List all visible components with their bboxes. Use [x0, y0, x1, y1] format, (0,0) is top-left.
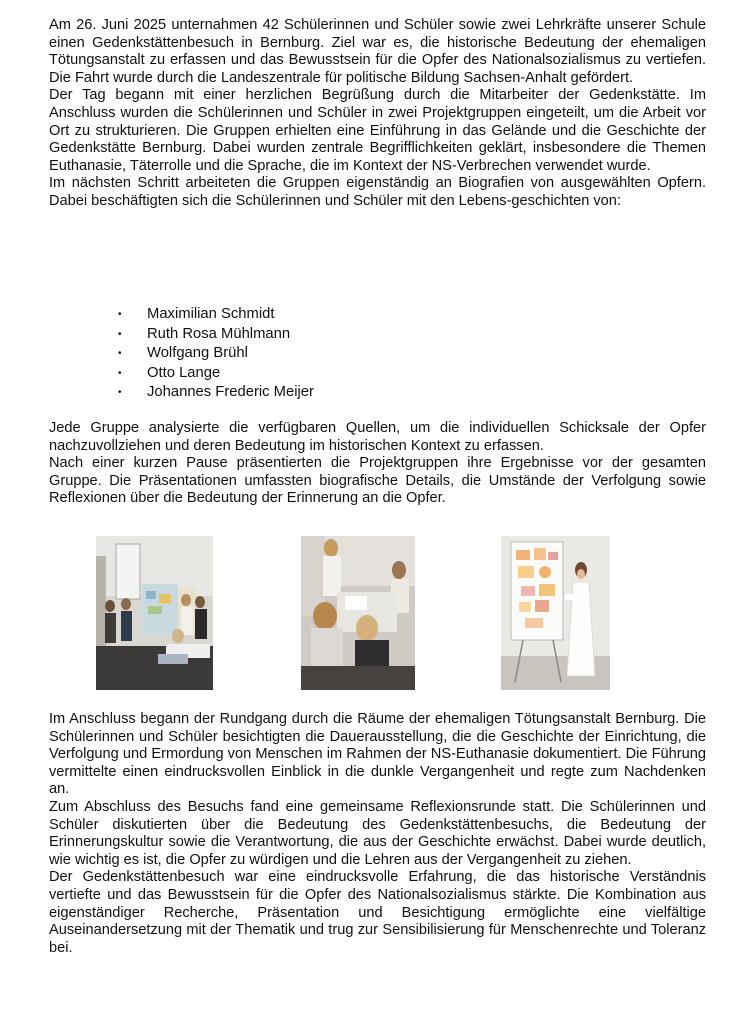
photo-students-working-image [301, 536, 415, 690]
closing-section [49, 711, 706, 957]
photo-group-at-posters-image [96, 536, 213, 690]
list-item: • Johannes Frederic Meijer [118, 383, 314, 403]
closing-paragraph-1: Im Anschluss begann der Rundgang durch die Räume der ehemaligen Tötungsanstalt Bernburg. Die Schülerinnen und Schüler besichtigten die Dauerausstellung, die die Geschichte der Einrichtung, die Verfolgung und Ermordung von Menschen im Rahmen der NS-Euthanasie dokumentiert. Die Führung vermittelte einen eindrucksvollen Einblick in die dunkle Vergangenheit und regte zum Nachdenken an. [49, 711, 706, 798]
intro-paragraph-2: Der Tag begann mit einer herzlichen Begrüßung durch die Mitarbeiter der Gedenkstätte. Im Anschluss wurden die Schülerinnen und Schüler in zwei Projektgruppen eingeteilt, um die Arbeit vor Ort zu strukturieren. Die Gruppen erhielten eine Einführung in das Gelände und die Geschichte der Gedenkstätte Bernburg. Dabei wurden zentrale Begrifflichkeiten geklärt, insbesondere die Themen Euthanasie, Täterrolle und die Sprache, die im Kontext der NS-Verbrechen verwendet wurde. [49, 87, 706, 174]
closing-paragraph-3: Der Gedenkstättenbesuch war eine eindrucksvolle Erfahrung, die das historische Verständnis vertiefte und das Bewusstsein für die Opfer des Nationalsozialismus stärkte. Die Kombination aus eigenständiger Recherche, Präsentation und Besichtigung ermöglichte eine vielfältige Auseinandersetzung mit der Thematik und trug zur Sensibilisierung für Menschenrechte und Toleranz bei. [49, 869, 706, 956]
photo-group-at-posters [96, 536, 213, 690]
victim-list [118, 305, 314, 403]
list-item: • Ruth Rosa Mühlmann [118, 325, 314, 345]
photo-presentation [501, 536, 610, 690]
list-item: • Otto Lange [118, 364, 314, 384]
middle-section [49, 420, 706, 508]
intro-section [49, 17, 706, 211]
photo-presentation-image [501, 536, 610, 690]
intro-paragraph-1: Am 26. Juni 2025 unternahmen 42 Schülerinnen und Schüler sowie zwei Lehrkräfte unserer Schule einen Gedenkstättenbesuch in Bernburg. Ziel war es, die historische Bedeutung der ehemaligen Tötungsanstalt zu erfassen und das Bewusstsein für die Opfer des Nationalsozialismus zu vertiefen. Die Fahrt wurde durch die Landeszentrale für politische Bildung Sachsen-Anhalt gefördert. [49, 17, 706, 86]
middle-paragraph-2: Nach einer kurzen Pause präsentierten die Projektgruppen ihre Ergebnisse vor der gesamten Gruppe. Die Präsentationen umfassten biografische Details, die Umstände der Verfolgung sowie Reflexionen über die Bedeutung der Erinnerung an die Opfer. [49, 455, 706, 507]
intro-paragraph-3: Im nächsten Schritt arbeiteten die Gruppen eigenständig an Biografien von ausgewählten Opfern. Dabei beschäftigten sich die Schülerinnen und Schüler mit den Lebens-geschichten von: [49, 175, 706, 209]
closing-paragraph-2: Zum Abschluss des Besuchs fand eine gemeinsame Reflexionsrunde statt. Die Schülerinnen und Schüler diskutierten über die Bedeutung des Gedenkstättenbesuchs, die Bedeutung der Erinnerungskultur sowie die Verantwortung, die aus der Geschichte erwächst. Dabei wurde deutlich, wie wichtig es ist, die Opfer zu würdigen und die Lehren aus der Vergangenheit zu ziehen. [49, 798, 706, 868]
list-item: • Maximilian Schmidt [118, 305, 314, 325]
middle-paragraph-1: Jede Gruppe analysierte die verfügbaren Quellen, um die individuellen Schicksale der Opfer nachzuvollziehen und deren Bedeutung im historischen Kontext zu erfassen. [49, 420, 706, 454]
photo-students-working [301, 536, 415, 690]
list-item: • Wolfgang Brühl [118, 344, 314, 364]
